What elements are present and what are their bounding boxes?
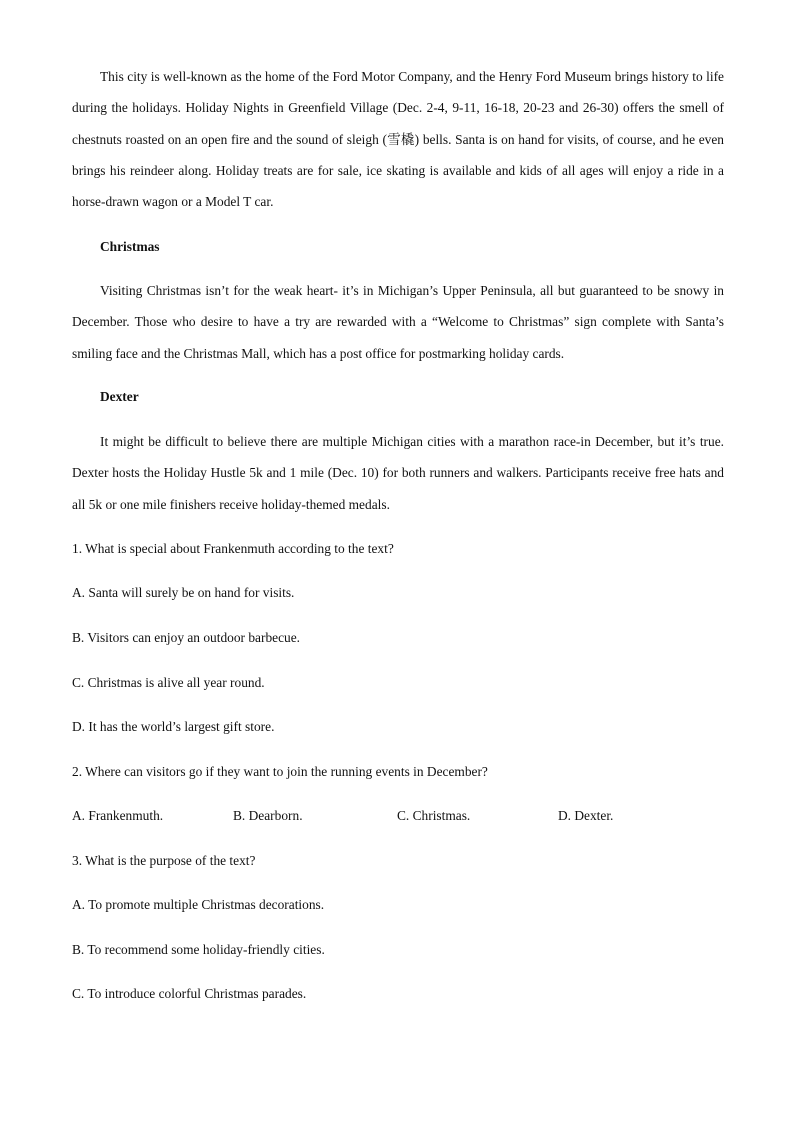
- question-1-option-c: C. Christmas is alive all year round.: [72, 675, 265, 690]
- question-2-stem: 2. Where can visitors go if they want to join the running events in December?: [72, 764, 488, 779]
- paragraph-dearborn-text: This city is well-known as the home of the Ford Motor Company, and the Henry Ford Museum brings history to life during the holidays. Holiday Nights in Greenfield Village (Dec. 2-4, 9-11, 16-18, 20-23 and 26-30) offers the smell of chestnuts roasted on an open fire and the sound of sleigh (雪橇) bells. Santa is on hand for visits, of course, and he even brings his reindeer along. Holiday treats are for sale, ice skating is available and kids of all ages will enjoy a ride in a horse-drawn wagon or a Model T car.: [72, 69, 724, 210]
- question-3-option-c: C. To introduce colorful Christmas parades.: [72, 986, 307, 1001]
- paragraph-christmas: [72, 275, 724, 369]
- question-3-option-a: A. To promote multiple Christmas decorations.: [72, 897, 325, 912]
- question-2-option-d: D. Dexter.: [558, 808, 614, 823]
- question-3-option-b: B. To recommend some holiday-friendly cities.: [72, 942, 325, 957]
- question-1-option-a: A. Santa will surely be on hand for visits.: [72, 585, 295, 600]
- question-1-stem: 1. What is special about Frankenmuth according to the text?: [72, 541, 394, 556]
- paragraph-dearborn: [72, 61, 724, 217]
- paragraph-dexter: [72, 426, 724, 520]
- question-2-option-a: A. Frankenmuth.: [72, 808, 164, 823]
- question-1-option-b: B. Visitors can enjoy an outdoor barbecue.: [72, 630, 301, 645]
- question-1-option-d: D. It has the world’s largest gift store.: [72, 719, 275, 734]
- question-2-option-b: B. Dearborn.: [233, 808, 303, 823]
- question-2-option-c: C. Christmas.: [397, 808, 471, 823]
- paragraph-dexter-text: It might be difficult to believe there are multiple Michigan cities with a marathon race-in December, but it’s true. Dexter hosts the Holiday Hustle 5k and 1 mile (Dec. 10) for both runners and walkers. Participants receive free hats and all 5k or one mile finishers receive holiday-themed medals.: [72, 434, 724, 512]
- paragraph-christmas-text: Visiting Christmas isn’t for the weak heart- it’s in Michigan’s Upper Peninsula, all but guaranteed to be snowy in December. Those who desire to have a try are rewarded with a “Welcome to Christmas” sign complete with Santa’s smiling face and the Christmas Mall, which has a post office for postmarking holiday cards.: [72, 283, 724, 361]
- heading-christmas: Christmas: [100, 239, 160, 254]
- heading-dexter: Dexter: [100, 389, 139, 404]
- question-3-stem: 3. What is the purpose of the text?: [72, 853, 256, 868]
